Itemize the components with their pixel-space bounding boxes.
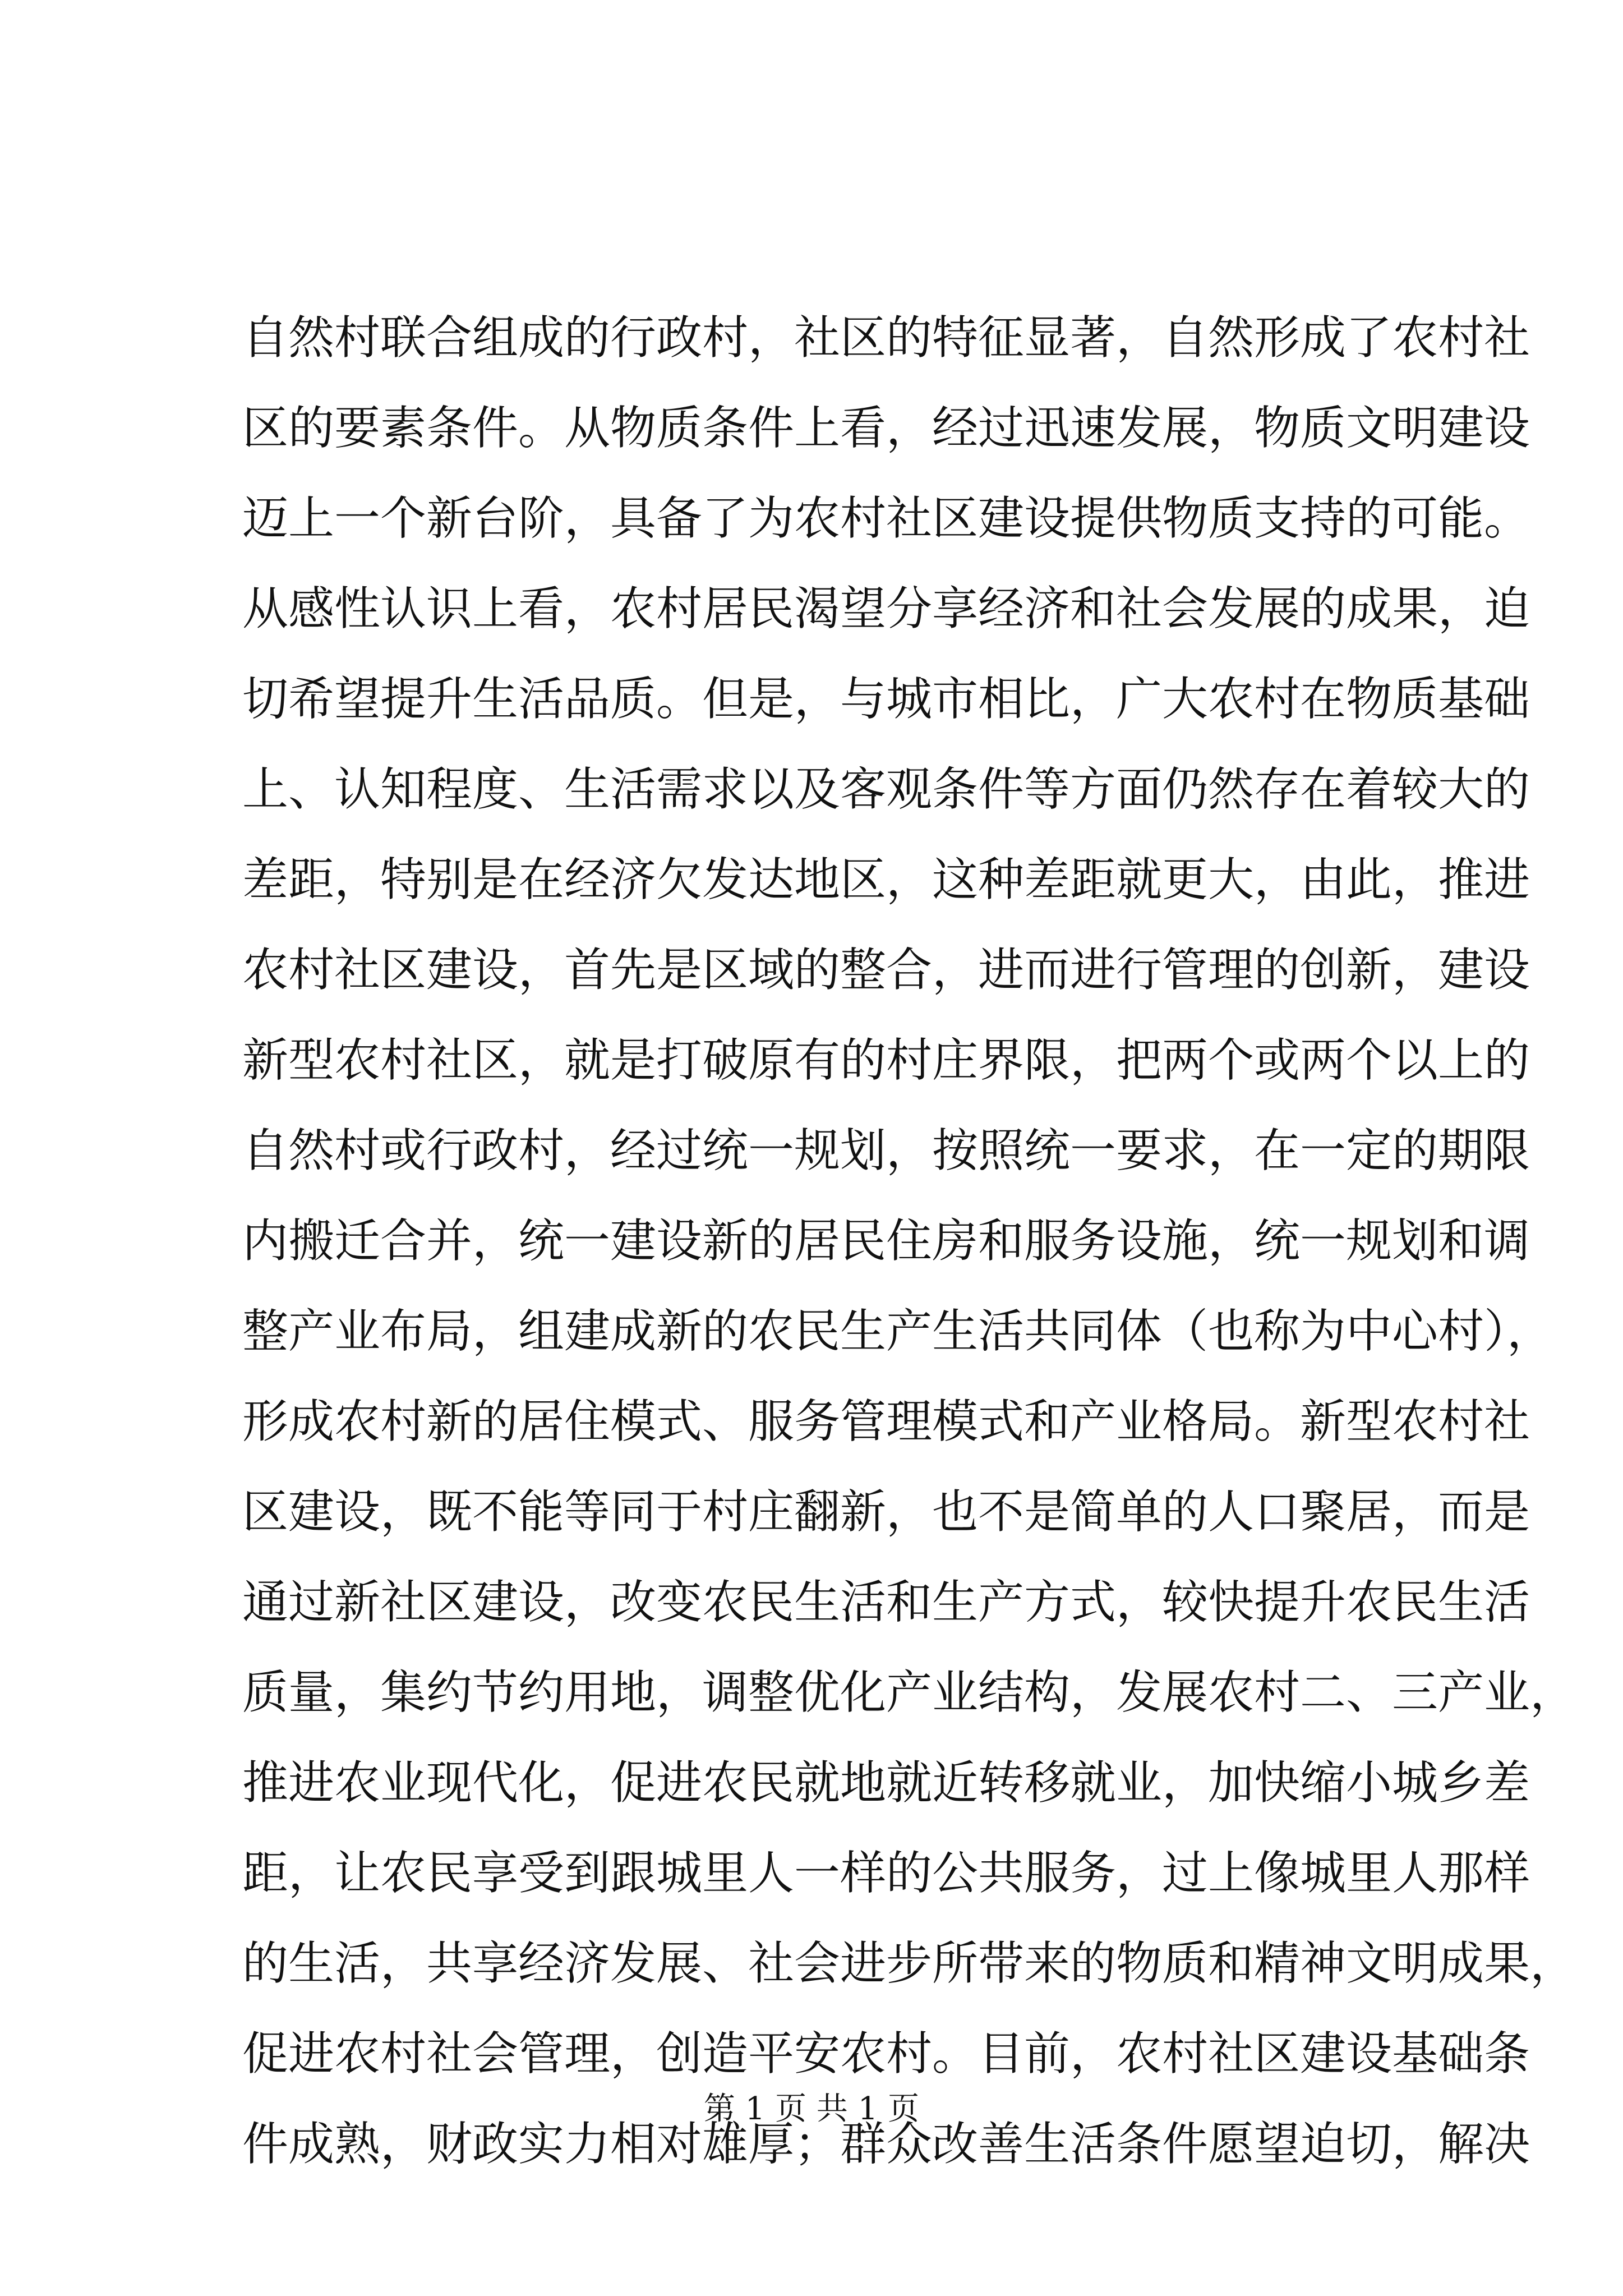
text-line: 推进农业现代化，促进农民就地就近转移就业，加快缩小城乡差 [242, 1756, 1530, 1810]
text-line: 上、认知程度、生活需求以及客观条件等方面仍然存在着较大的 [242, 763, 1530, 816]
text-line: 质量，集约节约用地，调整优化产业结构，发展农村二、三产业， [242, 1666, 1576, 1719]
text-line: 切希望提升生活品质。但是，与城市相比，广大农村在物质基础 [242, 673, 1530, 726]
text-line: 的生活，共享经济发展、社会进步所带来的物质和精神文明成果， [242, 1937, 1576, 1990]
text-line: 形成农村新的居住模式、服务管理模式和产业格局。新型农村社 [242, 1395, 1530, 1448]
text-line: 自然村联合组成的行政村，社区的特征显著，自然形成了农村社 [242, 311, 1530, 365]
document-body [242, 297, 1576, 2194]
text-line: 自然村或行政村，经过统一规划，按照统一要求，在一定的期限 [242, 1124, 1530, 1177]
text-line: 内搬迁合并，统一建设新的居民住房和服务设施，统一规划和调 [242, 1214, 1530, 1268]
text-line: 从感性认识上看，农村居民渴望分享经济和社会发展的成果，迫 [242, 582, 1530, 636]
text-line: 区建设，既不能等同于村庄翻新，也不是简单的人口聚居，而是 [242, 1485, 1530, 1539]
text-line: 整产业布局，组建成新的农民生产生活共同体（也称为中心村）， [242, 1305, 1553, 1358]
text-line: 农村社区建设，首先是区域的整合，进而进行管理的创新，建设 [242, 944, 1530, 997]
text-line: 新型农村社区，就是打破原有的村庄界限，把两个或两个以上的 [242, 1034, 1530, 1087]
text-line: 促进农村社会管理，创造平安农村。目前，农村社区建设基础条 [242, 2027, 1530, 2081]
page-number-footer: 第 1 页 共 1 页 [703, 2091, 920, 2127]
text-line: 通过新社区建设，改变农民生活和生产方式，较快提升农民生活 [242, 1576, 1530, 1629]
text-line: 差距，特别是在经济欠发达地区，这种差距就更大，由此，推进 [242, 853, 1530, 907]
text-line: 距，让农民享受到跟城里人一样的公共服务，过上像城里人那样 [242, 1847, 1530, 1900]
text-line: 件成熟，财政实力相对雄厚；群众改善生活条件愿望迫切，解决 [242, 2118, 1530, 2171]
text-line: 区的要素条件。从物质条件上看，经过迅速发展，物质文明建设 [242, 402, 1530, 455]
text-line: 迈上一个新台阶，具备了为农村社区建设提供物质支持的可能。 [242, 492, 1530, 545]
